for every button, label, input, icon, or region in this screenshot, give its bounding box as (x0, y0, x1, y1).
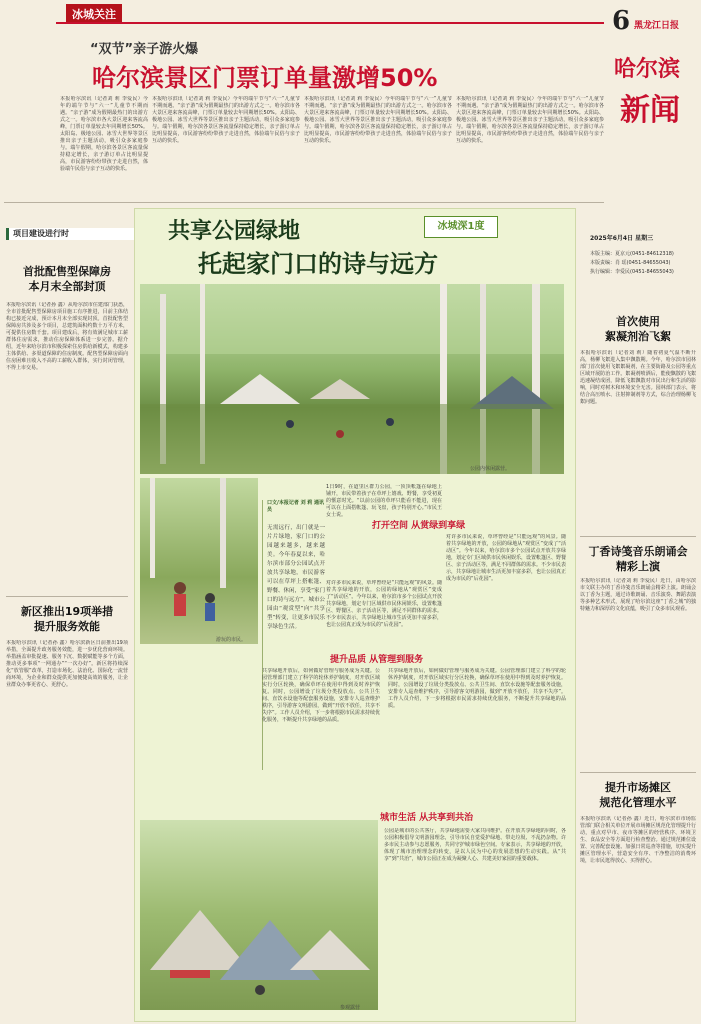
page-number: 6 (612, 6, 631, 36)
editor-line: 本版主编：夏京元(0451-84612318) (590, 251, 674, 257)
section3-body: 公园是城市的公共客厅，共享绿地需要大家共同维护。在开放共享绿地的同时，各公园积极倡导文明游园理念，引导市民自觉爱护绿地、带走垃圾、不乱扔杂物。许多市民主动参与志愿服务，共同守护城市绿色空间。专家表示，共享绿地的开放，体现了城市治理理念的转变，是以人民为中心的发展思想的生动实践。从“共享”到“共治”，城市公园正在成为凝聚人心、共建美好家园的重要载体。 (384, 828, 566, 862)
paper-name: 黑龙江日报 (634, 21, 680, 31)
photo1-caption: 公园内休闲露营。 (470, 466, 511, 472)
kids-photo-art (140, 478, 258, 644)
divider (4, 202, 604, 203)
edition-sub: 新闻 (620, 93, 680, 128)
camping-photo (140, 820, 378, 1010)
lead-body-col3: 本报哈尔滨讯（记者刘 莉 李爱民）今年的端午节与“六一”儿童节不期而遇。“亲子游”成为假期最热门的出游方式之一。哈尔滨市各大景区迎来客流高峰，门票订单量较去年同期增长50%。太阳岛、极地公园、冰雪大世界等景区推出亲子主题活动，吸引众多家庭参与。端午假期，哈尔滨各景区客流量保持稳定增长，亲子游订单占比明显提高，市民游客纷纷带孩子走进自然，体验端午民俗与亲子互动的快乐。 (304, 96, 452, 144)
right-story3-body: 本报哈尔滨讯（记者孙 鑫）近日，哈尔滨市市场监管部门联合相关单位开展市场摊区规范化管理提升行动，重点对早市、夜市等摊区的经营秩序、环境卫生、食品安全等方面进行检查整治。通过规范摊位设置、完善配套设施、加强日常巡查等措施，切实提升摊区管理水平，营造安全有序、干净整洁的消费环境，让市民逛得放心、买得舒心。 (580, 816, 696, 864)
park-photo-art (140, 284, 564, 474)
section1-title: 打开空间 从赏绿到享绿 (372, 521, 466, 531)
right-story1-body: 本报哈尔滨讯（记者刘 莉）随着初夏气温不断升高，杨柳飞絮进入集中飘散期。今年，哈尔滨市园林部门首次使用飞絮絮凝剂，在主要街路及公园等重点区域开展防治工作。絮凝剂喷洒后，能使飘散的飞絮迅速凝结成团，降低飞絮飘散对市民出行和生活的影响，同时对树木和环境安全无害。园林部门表示，将结合高压喷水、注射抑制剂等方式，综合治理杨柳飞絮问题。 (580, 350, 696, 405)
sidebar-body: 无需远行，出门就是一片片绿地，家门口的公园越来越多，越来越美。今年春夏以来，哈尔滨市部分公园试点开放共享绿地，市民游客可以在草坪上搭帐篷、野餐、休闲，享受“家门口的诗与远方”。城市公园由“观赏型”向“共享型”转变，让更多市民乐享绿色生活。 (267, 525, 325, 630)
masthead (612, 6, 692, 216)
left-story1-title: 首批配售型保障房 本月末全部封顶 (23, 265, 111, 293)
lead-headline: 哈尔滨景区门票订单量激增50% (92, 64, 438, 92)
column-tag: 项目建设进行时 (6, 228, 135, 240)
feature-title-2: 托起家门口的诗与远方 (198, 250, 438, 278)
section2-title: 提升品质 从管理到服务 (330, 655, 424, 665)
lead-body-col2: 本报哈尔滨讯（记者刘 莉 李爱民）今年的端午节与“六一”儿童节不期而遇。“亲子游”成为假期最热门的出游方式之一。哈尔滨市各大景区迎来客流高峰，门票订单量较去年同期增长50%。太阳岛、极地公园、冰雪大世界等景区推出亲子主题活动，吸引众多家庭参与。端午假期，哈尔滨各景区客流量保持稳定增长，亲子游订单占比明显提高，市民游客纷纷带孩子走进自然，体验端午民俗与亲子互动的快乐。 (152, 96, 300, 144)
right-story2-body: 本报哈尔滨讯（记者刘 莉 李爱民）近日，由哈尔滨市文联主办的丁香诗笺音乐朗诵会精彩上演。朗诵会以丁香为主题，通过诗歌朗诵、音乐演奏、舞蹈表演等多种艺术形式，展现了哈尔滨这座“丁香之城”的独特魅力和深厚的文化底蕴，吸引了众多市民观看。 (580, 578, 696, 612)
issue-date: 2025年6月4日 星期三 (590, 235, 654, 242)
right-story2-title: 丁香诗笺音乐朗诵会 精彩上演 (588, 545, 688, 573)
camping-photo-art (140, 820, 378, 1010)
section-tag: 冰城关注 (66, 4, 122, 24)
editor-line: 执行编辑：李爱民(0451-84655043) (590, 269, 674, 275)
section2-body-b: 共享绿地开放后，如何做好管理与服务成为关键。公园管理部门建立了科学的轮休养护制度，对开放区域实行分区轮换，确保草坪在使用中得到及时养护恢复。同时，公园增设了垃圾分类投放点、公共卫生间、直饮水设施等配套服务设施，安排专人巡查维护秩序，引导游客文明游园，做到“开放不放任，共享不失序”。工作人员介绍，下一步将根据市民需求持续优化服务，不断提升共享绿地的品质。 (388, 668, 566, 709)
lead-body-col1: 本报哈尔滨讯（记者刘 莉 李爱民）今年的端午节与“六一”儿童节不期而遇。“亲子游”成为假期最热门的出游方式之一。哈尔滨市各大景区迎来客流高峰，门票订单量较去年同期增长50%。太阳岛、极地公园、冰雪大世界等景区推出亲子主题活动，吸引众多家庭参与。端午假期，哈尔滨各景区客流量保持稳定增长，亲子游订单占比明显提高，市民游客纷纷带孩子走进自然，体验端午民俗与亲子互动的快乐。 (60, 96, 148, 172)
feature-intro-b: 对许多市民来说，草坪曾经是“只能远观”的风景。随着共享绿地的开放，公园的绿地从“观赏区”变成了“活动区”。今年以来，哈尔滨市多个公园试点开放共享绿地，划定专门区域供市民休闲娱乐，设置帐篷区、野餐区、亲子活动区等，满足不同群体的需求。不少市民表示，共享绿地让城市生活更加丰富多彩，也让公园真正成为市民的“后花园”。 (326, 580, 442, 628)
left-story1-body: 本报哈尔滨讯（记者孙 鑫）从哈尔滨市住建部门获悉，全市首批配售型保障房项目施工有序推进，目前主体结构已接近完成，预计本月末全部实现封顶。首批配售型保障房共涉及多个项目，总建筑面积约数十万平方米，可提供住房数千套。项目建成后，将有效满足城市工薪群体住房需求，推动住房保障体系进一步完善。据介绍，近年来哈尔滨市积极探索住房供给新模式，构建多主体供给、多渠道保障的住房制度。配售型保障房面向住房困难且收入不高的工薪收入群体，实行封闭管理，不得上市交易。 (6, 302, 128, 371)
right-story1-title: 首次使用 絮凝剂治飞絮 (605, 315, 671, 343)
photo3-caption: 参观露营 (340, 1005, 361, 1011)
park-photo (140, 284, 564, 474)
left-story2-title: 新区推出19项举措 提升服务效能 (20, 605, 114, 633)
section1-body: 对许多市民来说，草坪曾经是“只能远观”的风景。随着共享绿地的开放，公园的绿地从“观赏区”变成了“活动区”。今年以来，哈尔滨市多个公园试点开放共享绿地，划定专门区域供市民休闲娱乐，设置帐篷区、野餐区、亲子活动区等，满足不同群体的需求。不少市民表示，共享绿地让城市生活更加丰富多彩，也让公园真正成为市民的“后花园”。 (446, 534, 566, 582)
series-tag: 冰城深1度 (424, 216, 498, 238)
header-rule (56, 22, 604, 24)
photo2-caption: 游玩的市民。 (216, 637, 247, 643)
divider (580, 772, 696, 773)
feature-intro-a: 1日9时，在道里区群力公园，一顶顶帐篷在绿地上铺开，市民带着孩子在草坪上嬉戏、野餐，享受初夏的惬意时光。“以前公园的草坪只能看不能进，现在可以在上面搭帐篷、玩飞盘，孩子特别开心。”市民王女士说。 (326, 484, 442, 518)
edition-name: 哈尔滨 (614, 57, 681, 82)
section3-title: 城市生活 从共享到共治 (380, 813, 474, 823)
right-story3-title: 提升市场摊区 规范化管理水平 (599, 781, 677, 809)
kids-photo (140, 478, 258, 644)
lead-kicker: “双节”亲子游火爆 (90, 42, 199, 57)
lead-body-col4: 本报哈尔滨讯（记者刘 莉 李爱民）今年的端午节与“六一”儿童节不期而遇。“亲子游”成为假期最热门的出游方式之一。哈尔滨市各大景区迎来客流高峰，门票订单量较去年同期增长50%。太阳岛、极地公园、冰雪大世界等景区推出亲子主题活动，吸引众多家庭参与。端午假期，哈尔滨各景区客流量保持稳定增长，亲子游订单占比明显提高，市民游客纷纷带孩子走进自然，体验端午民俗与亲子互动的快乐。 (456, 96, 604, 144)
section2-body-a: 共享绿地开放后，如何做好管理与服务成为关键。公园管理部门建立了科学的轮休养护制度，对开放区域实行分区轮换，确保草坪在使用中得到及时养护恢复。同时，公园增设了垃圾分类投放点、公共卫生间、直饮水设施等配套服务设施，安排专人巡查维护秩序，引导游客文明游园，做到“开放不放任，共享不失序”。工作人员介绍，下一步将根据市民需求持续优化服务，不断提升共享绿地的品质。 (262, 668, 380, 723)
feature-title-1: 共享公园绿地 (168, 219, 301, 244)
left-story2-body: 本报哈尔滨讯（记者孙 鑫）哈尔滨新区日前推出19项举措，全面提升政务服务效能，进一步优化营商环境。举措涵盖审批提速、服务下沉、数据赋能等多个方面，推动更多事项“一网通办”“一次办好”。新区将持续深化“放管服”改革，打造市场化、法治化、国际化一流营商环境，为企业和群众提供更加便捷高效的服务，让企业群众办事更省心、更舒心。 (6, 640, 128, 688)
editor-block (590, 250, 700, 277)
divider (6, 596, 128, 597)
editor-line: 本版责编：肖 瑶(0451-84655043) (590, 260, 671, 266)
divider (580, 536, 696, 537)
sidebar-title: 口文/本报记者 刘 莉 通讯员 (267, 500, 325, 513)
